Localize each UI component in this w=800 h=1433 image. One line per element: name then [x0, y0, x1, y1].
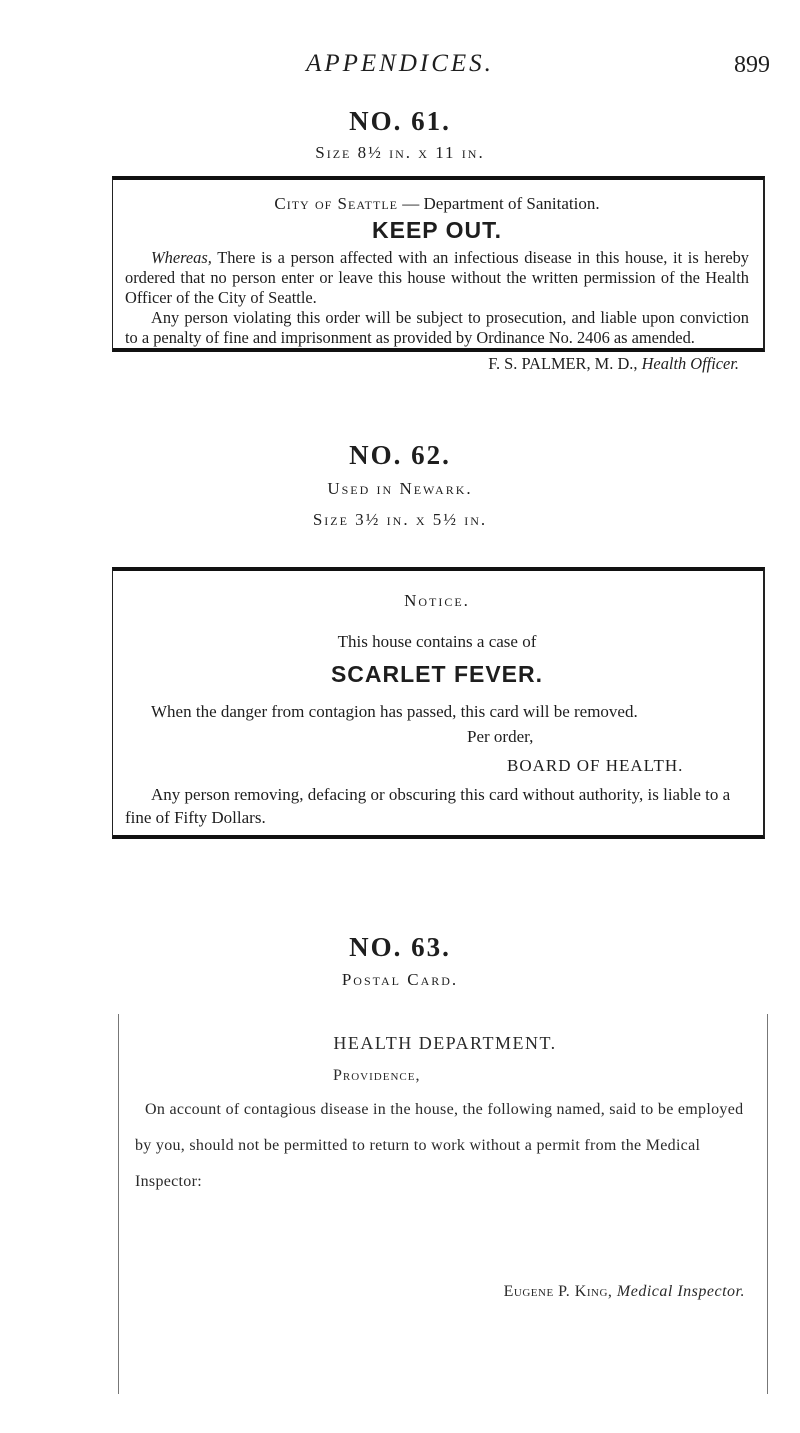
notice-62-card [112, 567, 765, 839]
notice-61-number: NO. 61. [349, 106, 451, 136]
notice-61-paragraph-2: Any person violating this order will be subject to prosecution, and liable upon conviction to a penalty of fine and imprisonment as provided by Ordinance No. 2406 as amended. [125, 308, 749, 347]
notice-61-letterhead [125, 194, 749, 214]
notice-61-department: — Department of Sanitation. [398, 194, 600, 213]
page-number: 899 [734, 52, 770, 78]
notice-63-place: Providence, [333, 1067, 421, 1084]
notice-62-warning: Any person removing, defacing or obscuring this card without authority, is liable to a fine of Fifty Dollars. [125, 785, 731, 827]
notice-62-title: Notice. [404, 591, 470, 610]
notice-63-kind: Postal Card. [341, 970, 459, 989]
notice-61-signature [125, 354, 749, 374]
notice-62-used-in: Used in Newark. [327, 479, 473, 498]
notice-62-intro: This house contains a case of [337, 632, 537, 651]
notice-63-paragraph: On account of contagious disease in the house, the following named, said to be employed by you, should not be permitted to return to work without a permit from the Medical Inspector: [135, 1101, 744, 1190]
notice-61-size: Size 8½ in. x 11 in. [315, 143, 485, 162]
notice-63-card [118, 1014, 768, 1394]
notice-62-per-order: Per order, [467, 727, 534, 746]
notice-61-paragraph-1 [125, 248, 749, 308]
notice-63-signature-name: Eugene P. King, [503, 1283, 617, 1300]
notice-63-department: HEALTH DEPARTMENT. [333, 1033, 557, 1053]
notice-61-signature-name: F. S. PALMER, M. D., [488, 354, 642, 373]
notice-61-city: City of Seattle [274, 194, 399, 213]
notice-61-headline: KEEP OUT. [372, 217, 502, 243]
notice-62-headline: SCARLET FEVER. [330, 661, 544, 687]
notice-62-number: NO. 62. [349, 440, 451, 470]
notice-61-paragraph-1-text: There is a person affected with an infectious disease in this house, it is hereby ordered that no person enter or leave this house without the written permission of the Health Officer of the City of Seattle. [125, 248, 749, 307]
notice-63-signature-title: Medical Inspector. [616, 1283, 745, 1300]
notice-63-signature [135, 1274, 755, 1310]
notice-61-card [112, 176, 765, 373]
running-head: APPENDICES. [306, 50, 494, 77]
notice-62-size: Size 3½ in. x 5½ in. [312, 510, 488, 529]
notice-63-number: NO. 63. [349, 932, 451, 962]
notice-62-paragraph-1: When the danger from contagion has passed, this card will be removed. [151, 702, 638, 721]
notice-61-whereas: Whereas, [151, 248, 212, 267]
page-header [0, 50, 800, 90]
notice-62-board: BOARD OF HEALTH. [507, 756, 684, 775]
notice-61-signature-title: Health Officer. [641, 354, 739, 373]
